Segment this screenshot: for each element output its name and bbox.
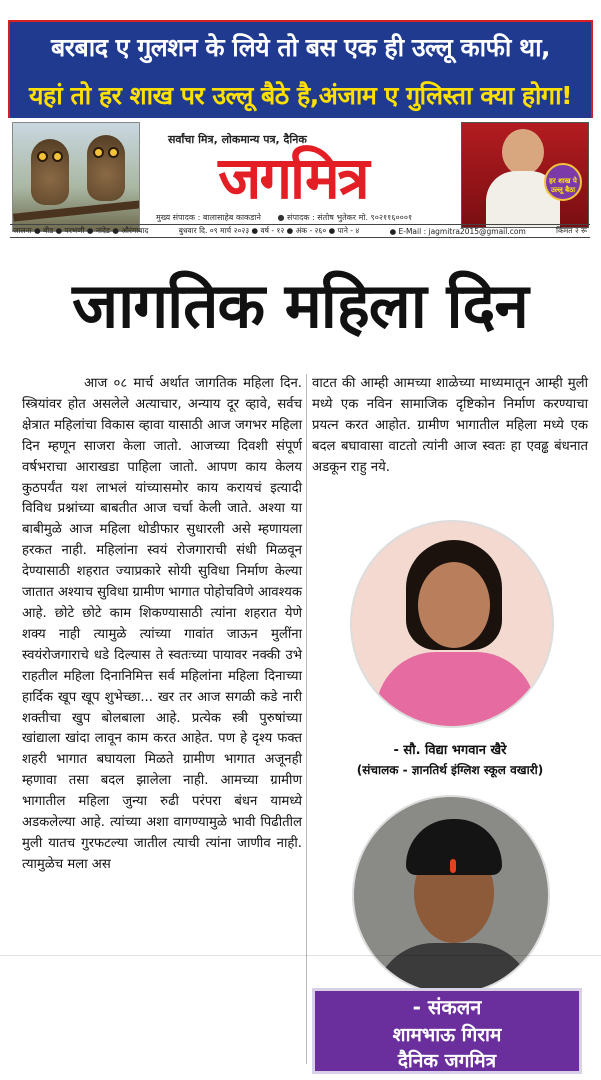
owl-sticker-badge: हर शाख पे उल्लू बैठा: [544, 163, 582, 201]
issue-info-bar: [10, 224, 590, 238]
branch-shape: [13, 200, 140, 221]
banner-line-2: यहां तो हर शाख पर उल्लू बैठे है,अंजाम ए गुलिस्ता क्या होगा!: [29, 81, 572, 110]
newspaper-logo: जगमित्र: [218, 144, 368, 212]
masthead: [8, 118, 593, 234]
author-designation: (संचालक - ज्ञानतिर्थ इंग्लिश स्कूल वखारी): [356, 763, 544, 777]
article-right-text: वाटत की आम्ही आमच्या शाळेच्या माध्यमातून आम्ही मुली मध्ये एक नविन सामाजिक दृष्टिकोन निर्माण करण्याचा प्रयत्न करत आहोत. ग्रामीण भागातील महिला मध्ये एक बदल बघावासा वाटतो त्यांनी आज स्वतः हा एवढ्ढ बंधनात अडकून राहु नये.: [312, 376, 588, 475]
person-head: [502, 129, 544, 175]
owls-photo: [12, 122, 140, 232]
credit-label: - संकलन: [412, 995, 482, 1019]
article-left-column: [22, 374, 302, 876]
credit-box: [312, 988, 582, 1074]
credit-paper: दैनिक जगमित्र: [397, 1050, 497, 1072]
face-shape: [418, 562, 490, 648]
compiler-photo: [352, 795, 550, 995]
owl-icon: [31, 139, 69, 205]
price: किंमत २ रू: [556, 226, 587, 235]
cities: जालना ● बीड ● परभणी ● नांदेड ● औरंगाबाद: [13, 226, 149, 235]
credit-name: शामभाऊ गिराम: [392, 1024, 502, 1046]
tilak-mark: [450, 859, 456, 873]
article-headline: जागतिक महिला दिन: [72, 269, 528, 342]
owl-icon: [87, 135, 125, 201]
article-left-text: आज ०८ मार्च अर्थात जागतिक महिला दिन. स्त्रियांवर होत असलेले अत्याचार, अन्याय दूर व्हावे, सर्वच क्षेत्रात महिलांचा विकास व्हावा यासाठी आज जगभर महिला दिन म्हणून साजरा केला जातो. आजच्या दिवशी संपूर्ण वर्षभराचा आराखडा पाहिला जातो. आपण काय केलय कुठपर्यंत यश लाभलं यांच्यासमोर काय करायचं इत्यादी विविध प्रश्नांच्या बाबतीत आज चर्चा केली जाते. अश्या या बाबीमुळे आज महिला थोडीफार सुधारली असे म्हणायला हरकत नाही. महिलांना स्वयं रोजगाराची संधी मिळवून देण्यासाठी शहरात ज्याप्रकारे सोयी सुविधा निर्माण केल्या जातात अश्याच सुविधा ग्रामीण भागात पोहोचविणे आवश्यक आहे. छोटे छोटे काम शिकण्यासाठी त्यांना शहरात येणे शक्य नाही त्यामुळे त्यांच्या गावांत जाऊन मुलींना स्वयंरोजगाराचे धडे दिल्यास ते स्वतःच्या पायावर नक्की उभे राहतील महिला दिनानिमित्त सर्व महिलांना महिला दिनाच्या हार्दिक खूप खूप शुभेच्छा... खर तर आज सगळी कडे नारी शक्तीचा खुप बोलबाला आहे. प्रत्येक स्त्री पुरुषांच्या खांद्याला खांदा लावून काम करत आहेत. पण हे दृश्य फक्त शहरी भागात बघायला मिळते ग्रामीण भागात अजूनही म्हणावा तसा बदल झालेला नाही. आमच्या ग्रामीण भागातील महिला जुन्या रुढी परंपरा बंधन यामध्ये अडकलेल्या आहे. त्यांच्या अशा वागण्यामुळे भावी पिढीतील मुली यातच गुरफटल्या जातील त्याची त्यांना जाणीव नाही. त्यामुळेच मला अस: [22, 376, 303, 872]
column-divider: [306, 374, 307, 1064]
email: ● E-Mail : jagmitra2015@gmail.com: [389, 226, 526, 236]
politician-photo: [461, 122, 589, 228]
page-fold-line: [0, 955, 601, 956]
banner-line-1: बरबाद ए गुलशन के लिये तो बस एक ही उल्लू काफी था,: [50, 33, 551, 62]
author-photo: [350, 520, 554, 728]
masthead-tagline: सर्वांचा मित्र, लोकमान्य पत्र, दैनिक: [168, 133, 307, 146]
chief-editor: मुख्य संपादक : बालासाहेब काकडाने: [156, 213, 261, 222]
editor: ● संपादक : संतोष भुतेकर मो. ९०२११६०००१: [277, 213, 413, 222]
editor-line: [156, 212, 456, 223]
dress-shape: [376, 652, 536, 728]
top-banner: [8, 20, 593, 120]
issue-details: बुधवार दि. ०९ मार्च २०२३ ● वर्ष - १२ ● अंक - २६० ● पाने - ४: [178, 226, 360, 235]
author-name: - सौ. विद्या भगवान खैरे: [393, 743, 507, 758]
article-right-column: [312, 374, 588, 479]
